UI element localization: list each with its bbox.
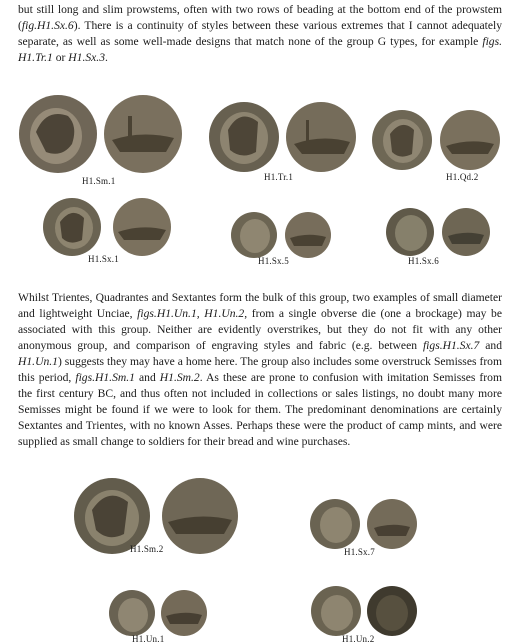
figure-reference: figs. H1.Tr.1: [18, 35, 502, 64]
coin-figure-h1-qd-2: [368, 108, 504, 172]
figure-reference: figs.H1.Un.1, H1.Un.2: [137, 307, 245, 320]
coin-figure-h1-sx-5: [228, 210, 336, 260]
text-run: and: [479, 339, 502, 352]
paragraph-intro: [18, 2, 502, 66]
coin-figure-h1-un-1: [106, 588, 210, 638]
text-run: ) suggests they may have a home here. The group also includes some overstruck Semisses from this period,: [18, 355, 502, 384]
text-run: .: [105, 51, 108, 64]
coin-photo: [40, 196, 176, 258]
coin-figure-h1-tr-1: [206, 100, 360, 174]
coin-photo: [308, 498, 420, 550]
text-run: and: [134, 371, 160, 384]
figure-label: H1.Sx.6: [408, 256, 439, 266]
coin-figure-h1-sm-1: [16, 92, 190, 176]
coin-photo: [106, 588, 210, 638]
figure-reference: figs.H1.Sm.1: [75, 371, 135, 384]
text-run: , from a single obverse die (one a brockage) may be associated with this group. Neither are evidently overstrikes, but they do not fit with any other anonymous group, and comparison of engraving styles and fabric (e.g. between: [18, 307, 502, 352]
coin-photo: [206, 100, 360, 174]
paragraph-body: [18, 290, 502, 450]
figure-label: H1.Sx.1: [88, 254, 119, 264]
text-run: or: [52, 51, 69, 64]
coin-figure-h1-sx-1: [40, 196, 176, 258]
text-run: ). There is a continuity of styles between these various extremes that I cannot adequately separate, as well as some well-made designs that match none of the group G types, for example: [18, 19, 502, 48]
figure-label: H1.Sm.1: [82, 176, 116, 186]
figure-label: H1.Sx.5: [258, 256, 289, 266]
figure-label: H1.Qd.2: [446, 172, 479, 182]
figure-label: H1.Sm.2: [130, 544, 164, 554]
coin-photo: [368, 108, 504, 172]
figure-label: H1.Un.2: [342, 634, 375, 644]
figure-label: H1.Un.1: [132, 634, 165, 644]
figure-label: H1.Sx.7: [344, 547, 375, 557]
figure-reference: fig.H1.Sx.6: [21, 19, 74, 32]
text-run: Whilst Trientes, Quadrantes and Sextantes form the bulk of this group, two examples of small diameter and lightweight Unciae,: [18, 291, 502, 320]
coin-figure-h1-sx-7: [308, 498, 420, 550]
text-run: . As these are prone to confusion with imitation Semisses from the first century BC, and thus often not included in collections or sales listings, no doubt many more Semisses might be found if we were to look for them. The predominant denominations are certainly Sextantes and Trientes, with no known Asses. Perhaps these were the product of camp mints, and were supplied as small change to soldiers for their bread and wine purchases.: [18, 371, 502, 448]
coin-photo: [228, 210, 336, 260]
figure-reference: H1.Sx.3: [68, 51, 105, 64]
text-run: but still long and slim prowstems, often with two rows of beading at the bottom end of the prowstem (: [18, 3, 502, 32]
coin-photo: [16, 92, 190, 176]
figure-reference: figs.H1.Sx.7: [422, 339, 480, 352]
figure-reference: H1.Sm.2: [159, 371, 200, 384]
coin-figure-h1-un-2: [310, 584, 420, 638]
figure-reference: H1.Un.1: [18, 355, 58, 368]
coin-photo: [384, 206, 494, 258]
coin-figure-h1-sx-6: [384, 206, 494, 258]
figure-label: H1.Tr.1: [264, 172, 294, 182]
coin-photo: [310, 584, 420, 638]
